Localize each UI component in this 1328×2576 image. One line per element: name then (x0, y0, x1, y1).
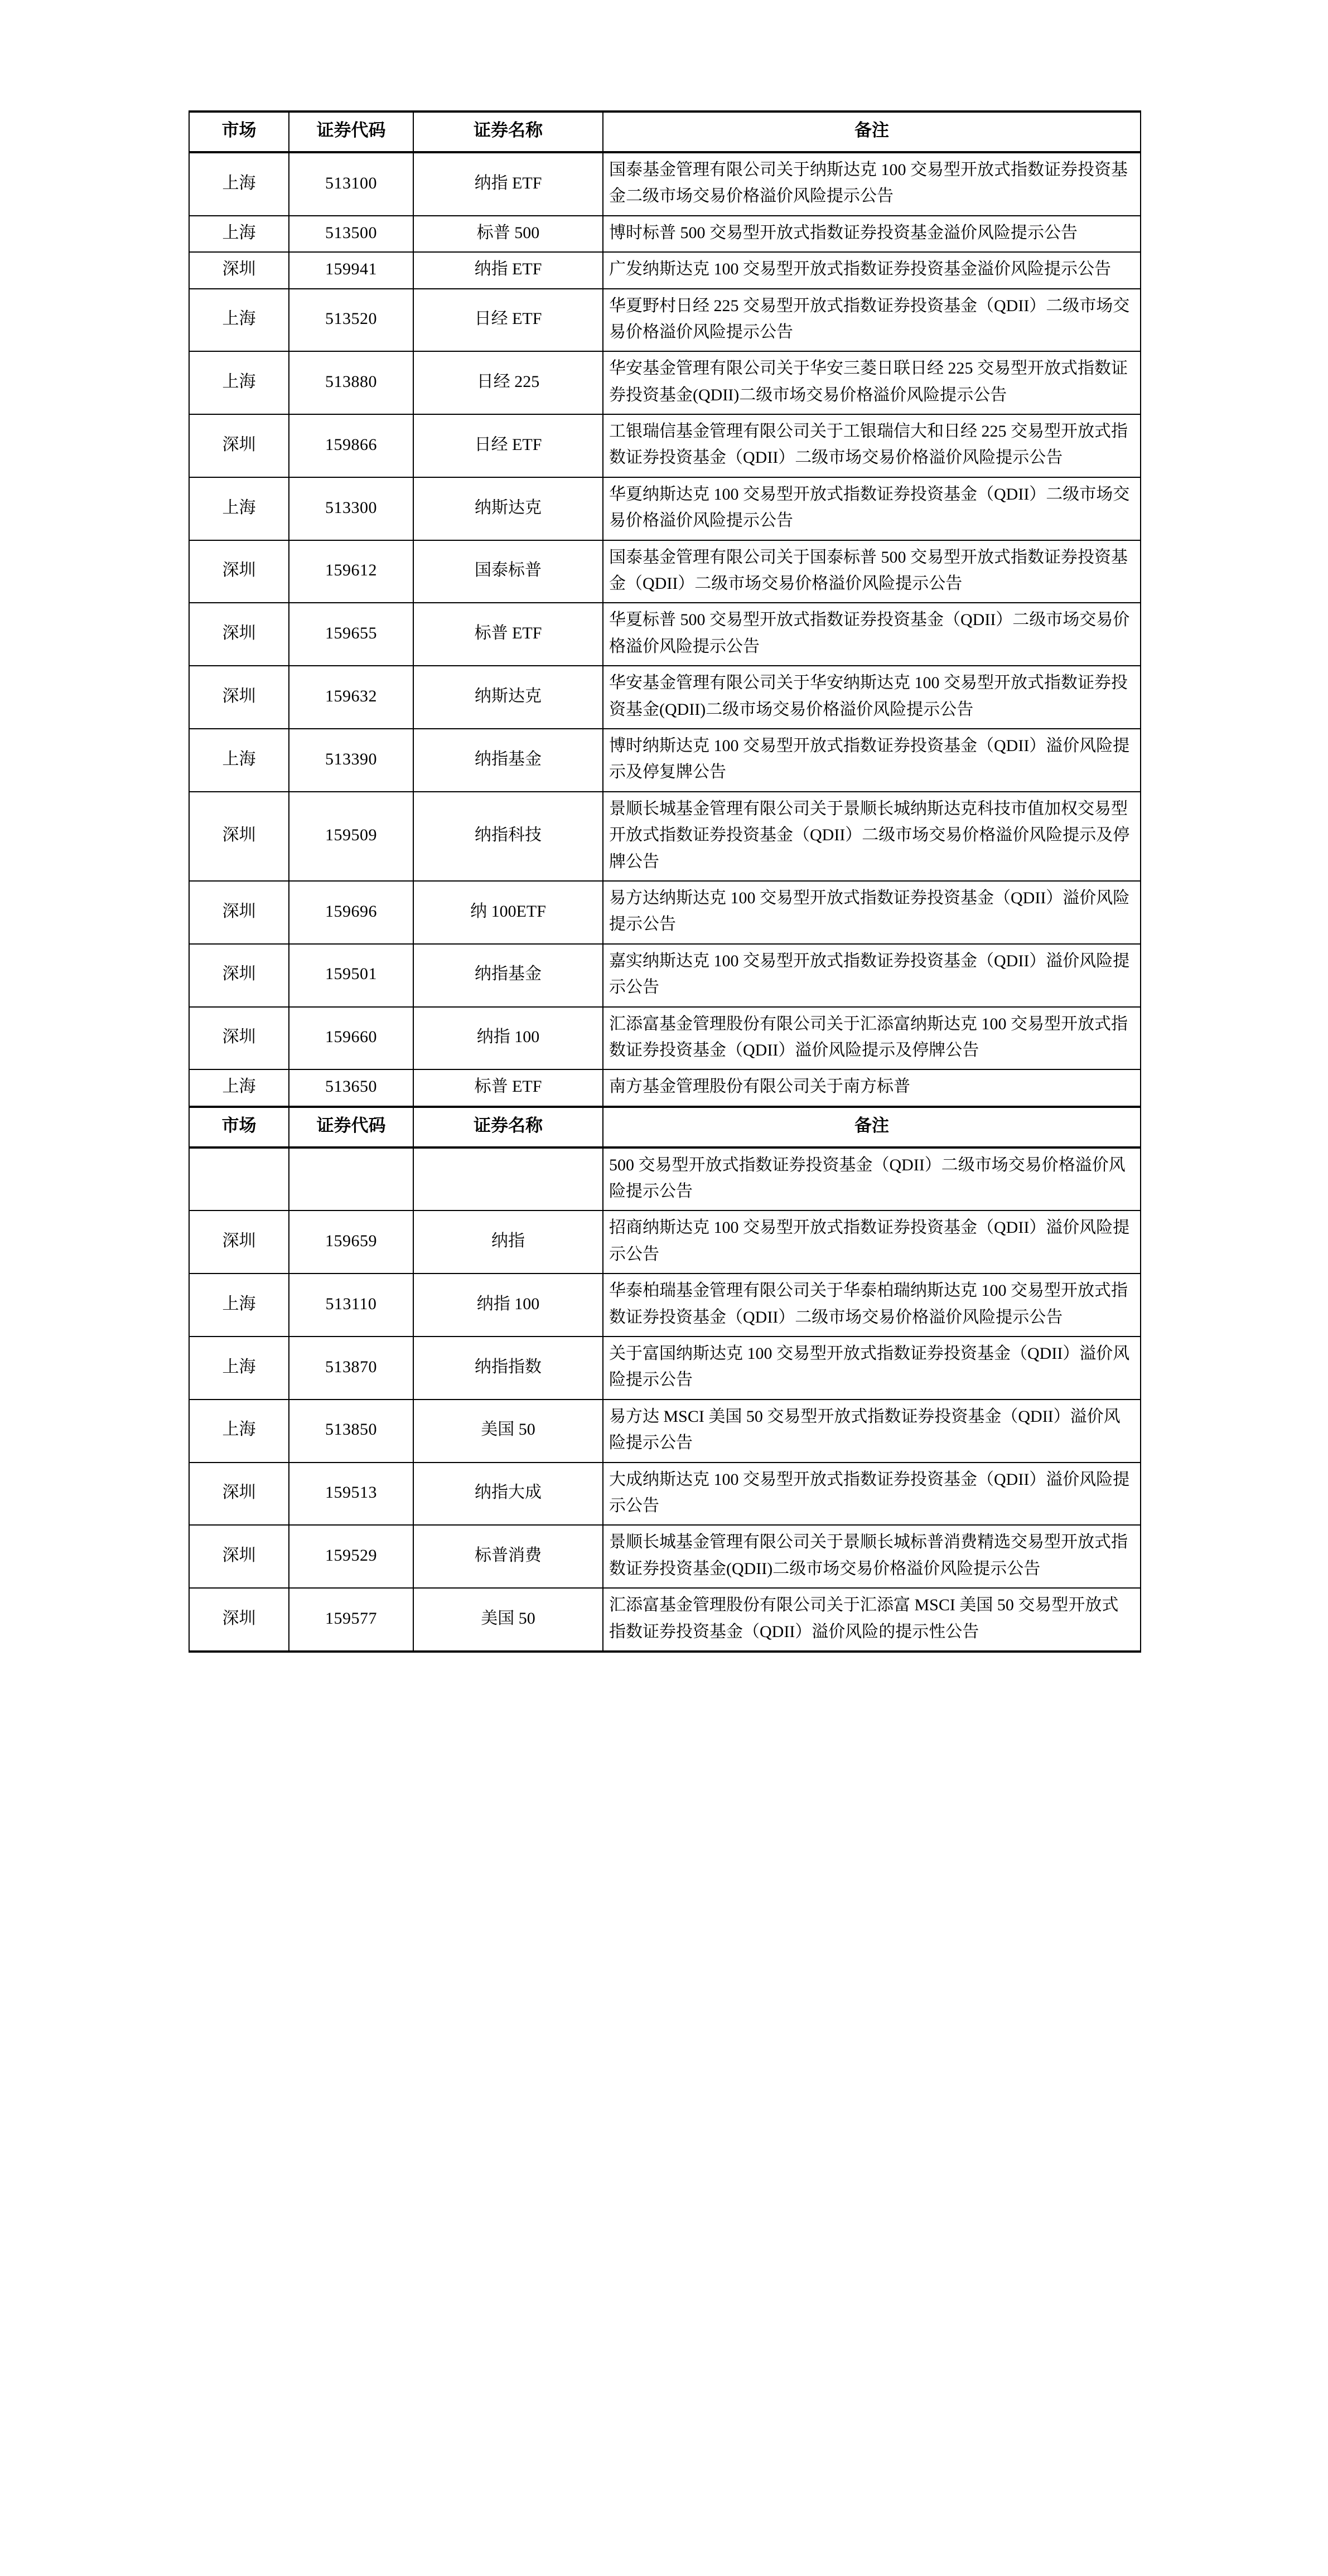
table-cell-remark: 华夏纳斯达克 100 交易型开放式指数证券投资基金（QDII）二级市场交易价格溢价风险提示公告 (603, 477, 1141, 540)
table-row (189, 414, 1141, 477)
table-cell-name: 标普 500 (413, 216, 603, 252)
table-cell-code: 513650 (289, 1069, 413, 1106)
table-cell-code: 159529 (289, 1525, 413, 1588)
table-cell-market: 上海 (189, 729, 289, 792)
table-cell-market: 深圳 (189, 252, 289, 288)
table-cell-name: 纳指大成 (413, 1463, 603, 1526)
table-cell-market: 上海 (189, 1337, 289, 1400)
table-row (189, 351, 1141, 414)
table-row (189, 729, 1141, 792)
table-cell-name: 纳指 ETF (413, 252, 603, 288)
table-row (189, 1463, 1141, 1526)
table-cell-remark: 易方达 MSCI 美国 50 交易型开放式指数证券投资基金（QDII）溢价风险提示公告 (603, 1400, 1141, 1463)
table-cell-name: 日经 225 (413, 351, 603, 414)
table-row (189, 1147, 1141, 1211)
table-row (189, 603, 1141, 666)
table-cell-name: 标普 ETF (413, 603, 603, 666)
table-cell-remark: 景顺长城基金管理有限公司关于景顺长城纳斯达克科技市值加权交易型开放式指数证券投资基金（QDII）二级市场交易价格溢价风险提示及停牌公告 (603, 792, 1141, 881)
table-row (189, 289, 1141, 352)
table-cell-code: 513880 (289, 351, 413, 414)
table-cell-name: 美国 50 (413, 1588, 603, 1652)
table-cell-remark: 汇添富基金管理股份有限公司关于汇添富 MSCI 美国 50 交易型开放式指数证券投资基金（QDII）溢价风险的提示性公告 (603, 1588, 1141, 1652)
table-cell-name: 国泰标普 (413, 540, 603, 603)
table-cell-market: 深圳 (189, 1588, 289, 1652)
table-header-code: 证券代码 (289, 1107, 413, 1147)
table-row (189, 1274, 1141, 1337)
table-cell-remark: 嘉实纳斯达克 100 交易型开放式指数证券投资基金（QDII）溢价风险提示公告 (603, 944, 1141, 1007)
table-row (189, 1588, 1141, 1652)
table-row (189, 881, 1141, 944)
table-cell-name: 标普消费 (413, 1525, 603, 1588)
table-cell-remark: 关于富国纳斯达克 100 交易型开放式指数证券投资基金（QDII）溢价风险提示公告 (603, 1337, 1141, 1400)
table-cell-code: 513500 (289, 216, 413, 252)
table-header-market: 市场 (189, 112, 289, 152)
table-row (189, 1210, 1141, 1274)
table-cell-remark: 易方达纳斯达克 100 交易型开放式指数证券投资基金（QDII）溢价风险提示公告 (603, 881, 1141, 944)
table-cell-code: 159659 (289, 1210, 413, 1274)
table-cell-remark: 华安基金管理有限公司关于华安纳斯达克 100 交易型开放式指数证券投资基金(QDII)二级市场交易价格溢价风险提示公告 (603, 666, 1141, 729)
table-cell-name: 美国 50 (413, 1400, 603, 1463)
table-cell-name: 纳斯达克 (413, 477, 603, 540)
table-cell-remark: 工银瑞信基金管理有限公司关于工银瑞信大和日经 225 交易型开放式指数证券投资基金（QDII）二级市场交易价格溢价风险提示公告 (603, 414, 1141, 477)
table-header-remark: 备注 (603, 1107, 1141, 1147)
table-cell-market (189, 1147, 289, 1211)
table-header-name: 证券名称 (413, 112, 603, 152)
table-row (189, 944, 1141, 1007)
table-header-row (189, 112, 1141, 152)
table-cell-code: 159660 (289, 1007, 413, 1070)
table-row (189, 1525, 1141, 1588)
table-cell-code: 159513 (289, 1463, 413, 1526)
table-cell-name: 纳指基金 (413, 944, 603, 1007)
table-header-market: 市场 (189, 1107, 289, 1147)
table-cell-name: 标普 ETF (413, 1069, 603, 1106)
table-header-code: 证券代码 (289, 112, 413, 152)
table-cell-name: 纳指科技 (413, 792, 603, 881)
table-row (189, 252, 1141, 288)
table-cell-market: 上海 (189, 351, 289, 414)
table-cell-name: 纳指基金 (413, 729, 603, 792)
table-cell-remark: 华泰柏瑞基金管理有限公司关于华泰柏瑞纳斯达克 100 交易型开放式指数证券投资基金（QDII）二级市场交易价格溢价风险提示公告 (603, 1274, 1141, 1337)
table-cell-code: 513850 (289, 1400, 413, 1463)
table-cell-market: 深圳 (189, 1463, 289, 1526)
table-cell-code: 159696 (289, 881, 413, 944)
table-cell-market: 深圳 (189, 603, 289, 666)
table-cell-market: 深圳 (189, 944, 289, 1007)
table-row (189, 1337, 1141, 1400)
table-cell-remark: 景顺长城基金管理有限公司关于景顺长城标普消费精选交易型开放式指数证券投资基金(QDII)二级市场交易价格溢价风险提示公告 (603, 1525, 1141, 1588)
table-cell-name: 纳斯达克 (413, 666, 603, 729)
table-cell-market: 深圳 (189, 414, 289, 477)
table-cell-market: 上海 (189, 289, 289, 352)
table-cell-code: 159632 (289, 666, 413, 729)
table-cell-code: 159941 (289, 252, 413, 288)
table-cell-market: 上海 (189, 1069, 289, 1106)
etf-announcement-table-wrapper (189, 110, 1140, 1653)
table-cell-remark: 招商纳斯达克 100 交易型开放式指数证券投资基金（QDII）溢价风险提示公告 (603, 1210, 1141, 1274)
table-cell-code: 159501 (289, 944, 413, 1007)
table-row (189, 1069, 1141, 1106)
etf-announcement-table (189, 110, 1141, 1653)
table-row (189, 792, 1141, 881)
table-cell-remark: 博时纳斯达克 100 交易型开放式指数证券投资基金（QDII）溢价风险提示及停复牌公告 (603, 729, 1141, 792)
table-cell-name: 纳指 (413, 1210, 603, 1274)
table-cell-name: 日经 ETF (413, 289, 603, 352)
table-header-row (189, 1107, 1141, 1147)
table-cell-code: 159866 (289, 414, 413, 477)
table-cell-code: 159577 (289, 1588, 413, 1652)
table-header-remark: 备注 (603, 112, 1141, 152)
table-row (189, 666, 1141, 729)
table-cell-remark: 华安基金管理有限公司关于华安三菱日联日经 225 交易型开放式指数证券投资基金(QDII)二级市场交易价格溢价风险提示公告 (603, 351, 1141, 414)
table-cell-code: 159612 (289, 540, 413, 603)
table-cell-remark: 500 交易型开放式指数证券投资基金（QDII）二级市场交易价格溢价风险提示公告 (603, 1147, 1141, 1211)
table-header-name: 证券名称 (413, 1107, 603, 1147)
table-cell-market: 上海 (189, 1274, 289, 1337)
table-cell-market: 上海 (189, 216, 289, 252)
table-row (189, 152, 1141, 216)
table-cell-code (289, 1147, 413, 1211)
table-cell-code: 513870 (289, 1337, 413, 1400)
table-row (189, 1007, 1141, 1070)
table-cell-remark: 汇添富基金管理股份有限公司关于汇添富纳斯达克 100 交易型开放式指数证券投资基金（QDII）溢价风险提示及停牌公告 (603, 1007, 1141, 1070)
table-cell-code: 513110 (289, 1274, 413, 1337)
table-cell-market: 上海 (189, 1400, 289, 1463)
table-cell-market: 上海 (189, 477, 289, 540)
table-row (189, 540, 1141, 603)
table-cell-remark: 华夏标普 500 交易型开放式指数证券投资基金（QDII）二级市场交易价格溢价风险提示公告 (603, 603, 1141, 666)
table-cell-name: 日经 ETF (413, 414, 603, 477)
table-cell-name: 纳指 100 (413, 1007, 603, 1070)
table-cell-remark: 南方基金管理股份有限公司关于南方标普 (603, 1069, 1141, 1106)
table-cell-market: 上海 (189, 152, 289, 216)
table-cell-name: 纳指 100 (413, 1274, 603, 1337)
table-cell-market: 深圳 (189, 792, 289, 881)
table-cell-remark: 国泰基金管理有限公司关于国泰标普 500 交易型开放式指数证券投资基金（QDII）二级市场交易价格溢价风险提示公告 (603, 540, 1141, 603)
table-cell-name: 纳指指数 (413, 1337, 603, 1400)
table-cell-code: 513390 (289, 729, 413, 792)
table-cell-remark: 大成纳斯达克 100 交易型开放式指数证券投资基金（QDII）溢价风险提示公告 (603, 1463, 1141, 1526)
table-cell-code: 159655 (289, 603, 413, 666)
table-cell-market: 深圳 (189, 1210, 289, 1274)
table-cell-code: 159509 (289, 792, 413, 881)
table-cell-code: 513520 (289, 289, 413, 352)
table-row (189, 1400, 1141, 1463)
table-cell-market: 深圳 (189, 1007, 289, 1070)
table-cell-market: 深圳 (189, 881, 289, 944)
table-cell-remark: 广发纳斯达克 100 交易型开放式指数证券投资基金溢价风险提示公告 (603, 252, 1141, 288)
table-row (189, 477, 1141, 540)
table-cell-name (413, 1147, 603, 1211)
table-row (189, 216, 1141, 252)
table-cell-name: 纳指 ETF (413, 152, 603, 216)
table-cell-market: 深圳 (189, 666, 289, 729)
table-cell-name: 纳 100ETF (413, 881, 603, 944)
table-cell-remark: 博时标普 500 交易型开放式指数证券投资基金溢价风险提示公告 (603, 216, 1141, 252)
table-cell-market: 深圳 (189, 1525, 289, 1588)
table-cell-market: 深圳 (189, 540, 289, 603)
table-cell-remark: 国泰基金管理有限公司关于纳斯达克 100 交易型开放式指数证券投资基金二级市场交易价格溢价风险提示公告 (603, 152, 1141, 216)
table-cell-code: 513100 (289, 152, 413, 216)
table-cell-code: 513300 (289, 477, 413, 540)
table-cell-remark: 华夏野村日经 225 交易型开放式指数证券投资基金（QDII）二级市场交易价格溢价风险提示公告 (603, 289, 1141, 352)
